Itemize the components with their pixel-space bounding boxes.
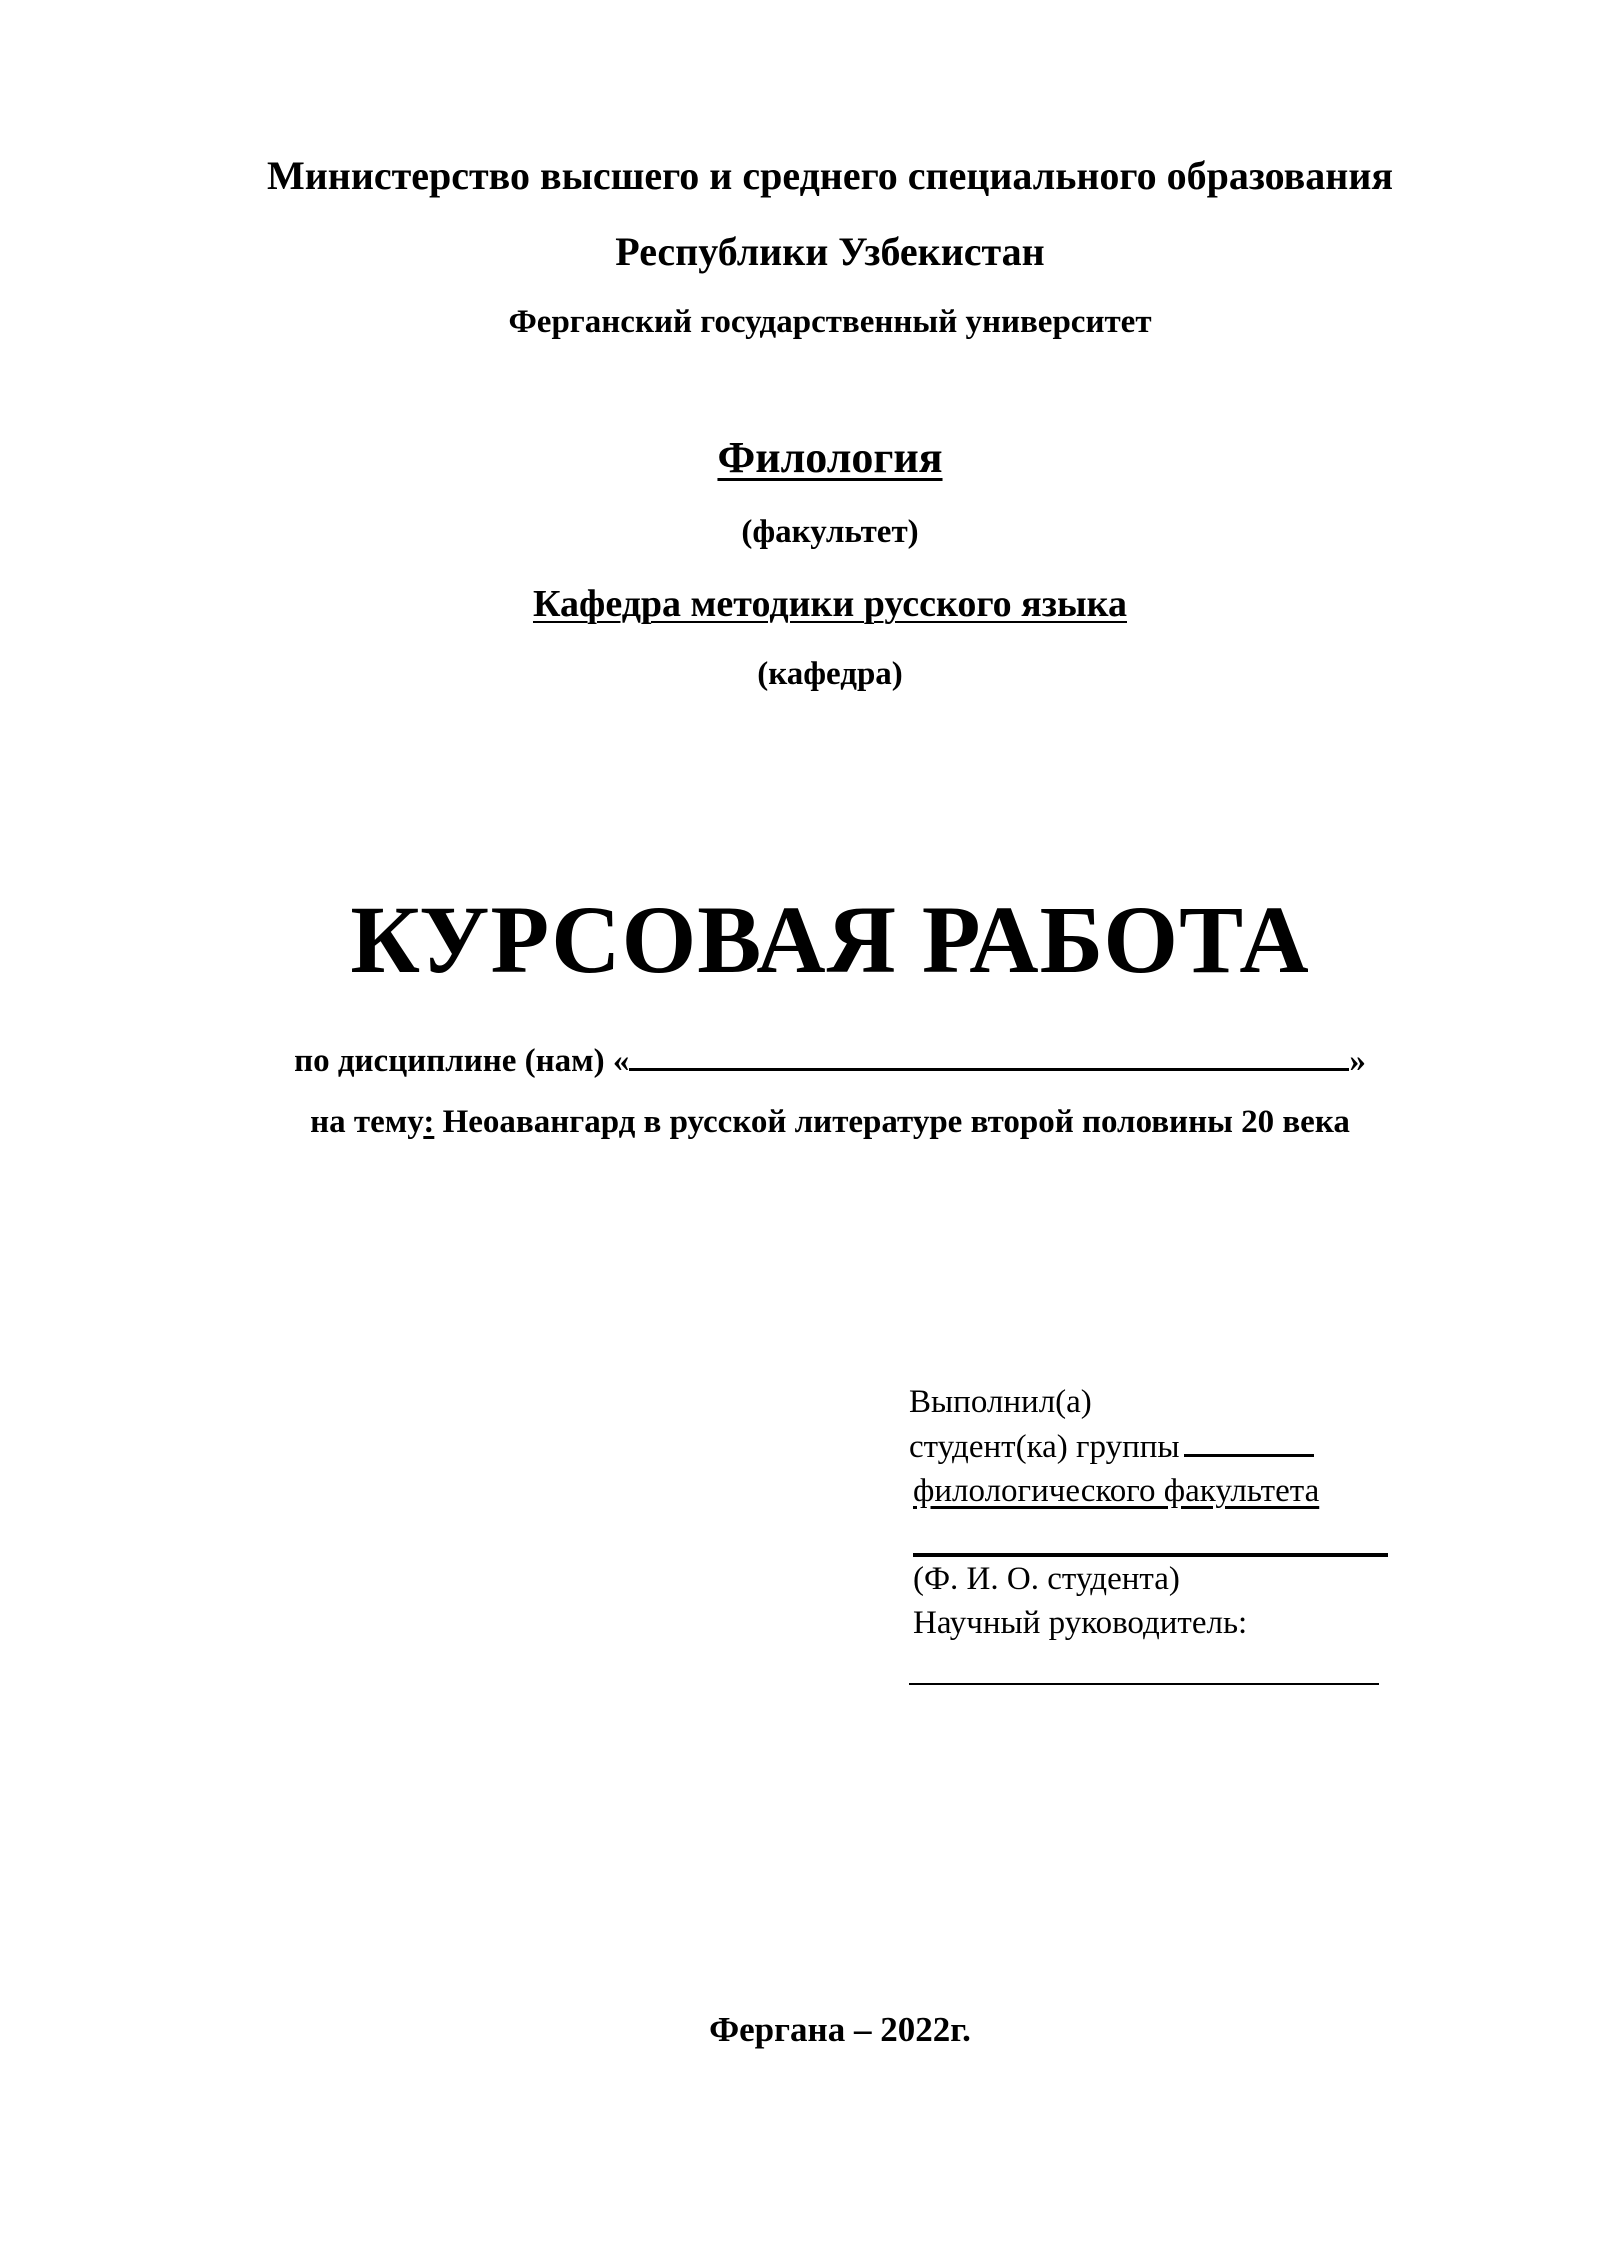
work-title: КУРСОВАЯ РАБОТА (350, 886, 1310, 993)
performed-label: Выполнил(а) (909, 1384, 1092, 1420)
group-row (909, 1424, 1385, 1469)
republic-line: Республики Узбекистан (615, 229, 1045, 274)
department-name: Кафедра методики русского языка (532, 583, 1127, 625)
faculty-name: Филология (717, 433, 943, 482)
university-line: Ферганский государственный университет (508, 304, 1152, 340)
student-name-blank (913, 1513, 1388, 1557)
topic-line (0, 1104, 1600, 1141)
topic-colon: : (423, 1104, 435, 1140)
discipline-line (0, 1040, 1600, 1080)
department-note: (кафедра) (757, 656, 903, 692)
author-block (905, 1380, 1385, 1685)
ministry-line: Министерство высшего и среднего специального образования (266, 153, 1393, 198)
discipline-blank (629, 1040, 1349, 1071)
discipline-prefix: по дисциплине (нам) « (294, 1043, 630, 1079)
student-name-note: (Ф. И. О. студента) (913, 1561, 1180, 1597)
city-year: Фергана – 2022г. (709, 2010, 971, 2049)
topic-label: на тему (310, 1104, 424, 1140)
topic-text: Неоавангард в русской литературе второй половины 20 века (434, 1104, 1350, 1140)
author-faculty: филологического факультета (913, 1473, 1320, 1509)
faculty-note: (факультет) (741, 514, 919, 550)
supervisor-blank (909, 1645, 1379, 1685)
supervisor-label: Научный руководитель: (913, 1605, 1248, 1641)
discipline-suffix: » (1349, 1043, 1366, 1079)
faculty-row (905, 1469, 1385, 1513)
group-blank (1184, 1424, 1314, 1457)
group-label: студент(ка) группы (909, 1429, 1180, 1465)
